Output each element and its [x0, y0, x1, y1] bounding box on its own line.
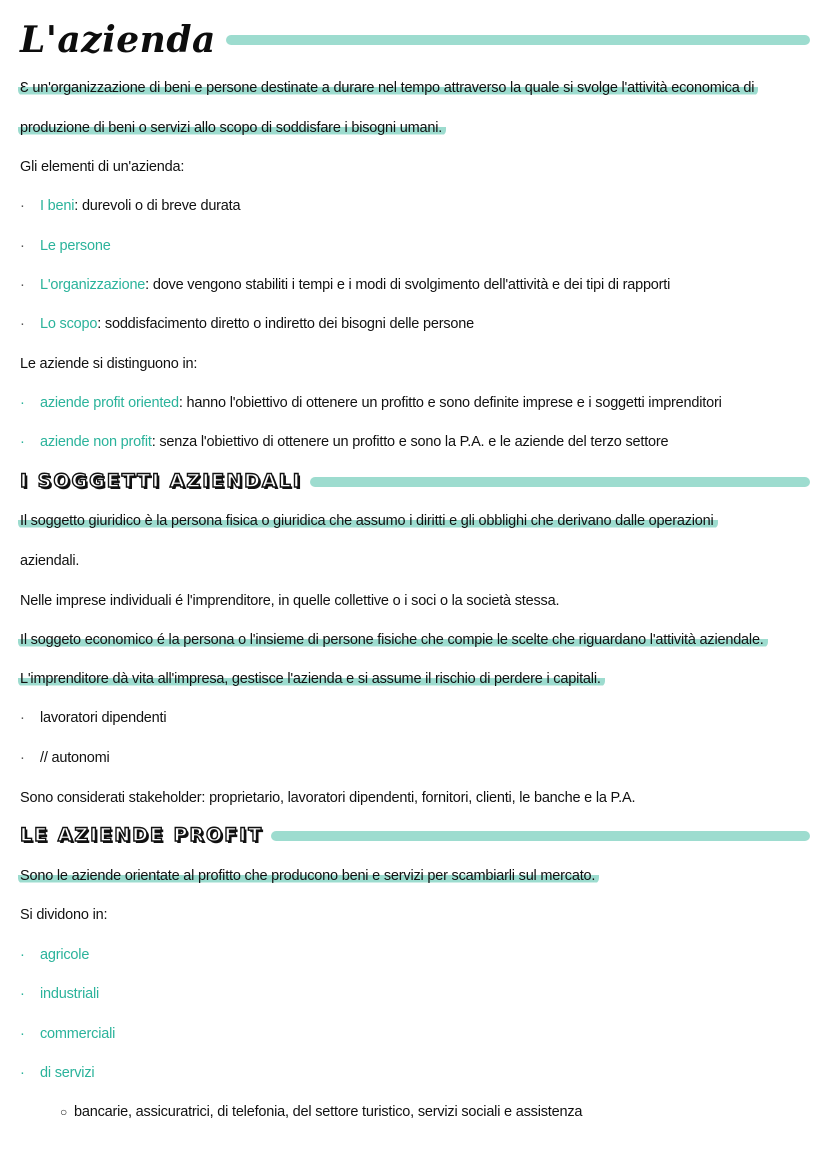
- definition-line-1: [20, 78, 758, 98]
- highlighted-text: Ɛ un'organizzazione di beni e persone destinate a durare nel tempo attraverso la quale si svolge l'attività economica di: [18, 80, 758, 96]
- category-label: commerciali: [40, 1026, 116, 1042]
- highlighted-text: Il soggeto economico é la persona o l'insieme di persone fisiche che compie le scelte che riguardano l'attività aziendale.: [18, 632, 768, 648]
- giuridico-line-1: [20, 511, 718, 531]
- list-item-category: [20, 984, 99, 1004]
- title-row: [20, 19, 810, 61]
- list-item-workers: [20, 708, 166, 728]
- divide-intro: Si dividono in:: [20, 907, 108, 923]
- description: : senza l'obiettivo di ottenere un profitto e sono la P.A. e le aziende del terzo settore: [151, 434, 669, 450]
- item-text: bancarie, assicuratrici, di telefonia, del settore turistico, servizi sociali e assistenza: [74, 1104, 583, 1120]
- bullet-dot-icon: ·: [20, 710, 25, 726]
- description: : dove vengono stabiliti i tempi e i modi di svolgimento dell'attività e dei tipi di rapporti: [145, 277, 671, 293]
- list-item-workers: [20, 748, 110, 768]
- economico-line: [20, 630, 768, 650]
- section-heading: I SOGGETTI AZIENDALI: [20, 470, 302, 492]
- bullet-dot-icon: ·: [20, 395, 25, 411]
- bullet-circle-icon: ○: [60, 1105, 68, 1119]
- giuridico-line-2: aziendali.: [20, 553, 80, 569]
- description: : durevoli o di breve durata: [74, 198, 241, 214]
- list-item-category: [20, 1063, 94, 1083]
- section-heading-row: [20, 826, 810, 845]
- highlighted-text: produzione di beni o servizi allo scopo di soddisfare i bisogni umani.: [18, 120, 446, 136]
- list-item-types: [20, 432, 668, 452]
- bullet-dot-icon: ·: [20, 947, 25, 963]
- list-item-types: [20, 393, 722, 413]
- bullet-dot-icon: ·: [20, 238, 25, 254]
- section-heading: LE AZIENDE PROFIT: [20, 824, 264, 846]
- elements-intro: Gli elementi di un'azienda:: [20, 159, 185, 175]
- category-label: agricole: [40, 947, 90, 963]
- highlighted-text: Il soggetto giuridico è la persona fisica o giuridica che assumo i diritti e gli obblighi che derivano dalle operazioni: [18, 513, 718, 529]
- section-heading-row: [20, 472, 810, 491]
- term: aziende profit oriented: [40, 395, 179, 411]
- list-item-category: [20, 945, 89, 965]
- description: : hanno l'obiettivo di ottenere un profitto e sono definite imprese e i soggetti imprenditori: [178, 395, 722, 411]
- sub-list-item-services: [60, 1102, 582, 1122]
- list-item-elements: [20, 236, 111, 256]
- page-title: L'azienda: [20, 19, 216, 61]
- bullet-dot-icon: ·: [20, 316, 25, 332]
- bullet-dot-icon: ·: [20, 277, 25, 293]
- term: I beni: [40, 198, 75, 214]
- profit-definition-line: [20, 866, 599, 886]
- category-label: industriali: [40, 986, 100, 1002]
- section-divider-bar: [310, 477, 810, 487]
- stakeholder-line: Sono considerati stakeholder: proprietario, lavoratori dipendenti, fornitori, clienti, le banche e la P.A.: [20, 790, 636, 806]
- definition-line-2: [20, 118, 446, 138]
- term: Lo scopo: [40, 316, 98, 332]
- term: Le persone: [40, 238, 111, 254]
- bullet-dot-icon: ·: [20, 1026, 25, 1042]
- list-item-category: [20, 1024, 115, 1044]
- types-intro: Le aziende si distinguono in:: [20, 356, 198, 372]
- bullet-dot-icon: ·: [20, 986, 25, 1002]
- section-divider-bar: [271, 831, 810, 841]
- bullet-dot-icon: ·: [20, 750, 25, 766]
- title-divider-bar: [226, 35, 810, 45]
- category-label: di servizi: [40, 1065, 95, 1081]
- list-item-elements: [20, 314, 474, 334]
- bullet-dot-icon: ·: [20, 198, 25, 214]
- term: aziende non profit: [40, 434, 152, 450]
- bullet-dot-icon: ·: [20, 1065, 25, 1081]
- highlighted-text: Sono le aziende orientate al profitto che producono beni e servizi per scambiarli sul mercato.: [18, 868, 599, 884]
- highlighted-text: L'imprenditore dà vita all'impresa, gestisce l'azienda e si assume il rischio di perdere i capitali.: [18, 671, 605, 687]
- item-text: lavoratori dipendenti: [40, 710, 167, 726]
- list-item-elements: [20, 275, 670, 295]
- list-item-elements: [20, 196, 240, 216]
- imprese-line: Nelle imprese individuali é l'imprenditore, in quelle collettive o i soci o la società stessa.: [20, 593, 560, 609]
- description: : soddisfacimento diretto o indiretto dei bisogni delle persone: [97, 316, 474, 332]
- imprenditore-line: [20, 669, 605, 689]
- bullet-dot-icon: ·: [20, 434, 25, 450]
- term: L'organizzazione: [40, 277, 146, 293]
- item-text: // autonomi: [40, 750, 110, 766]
